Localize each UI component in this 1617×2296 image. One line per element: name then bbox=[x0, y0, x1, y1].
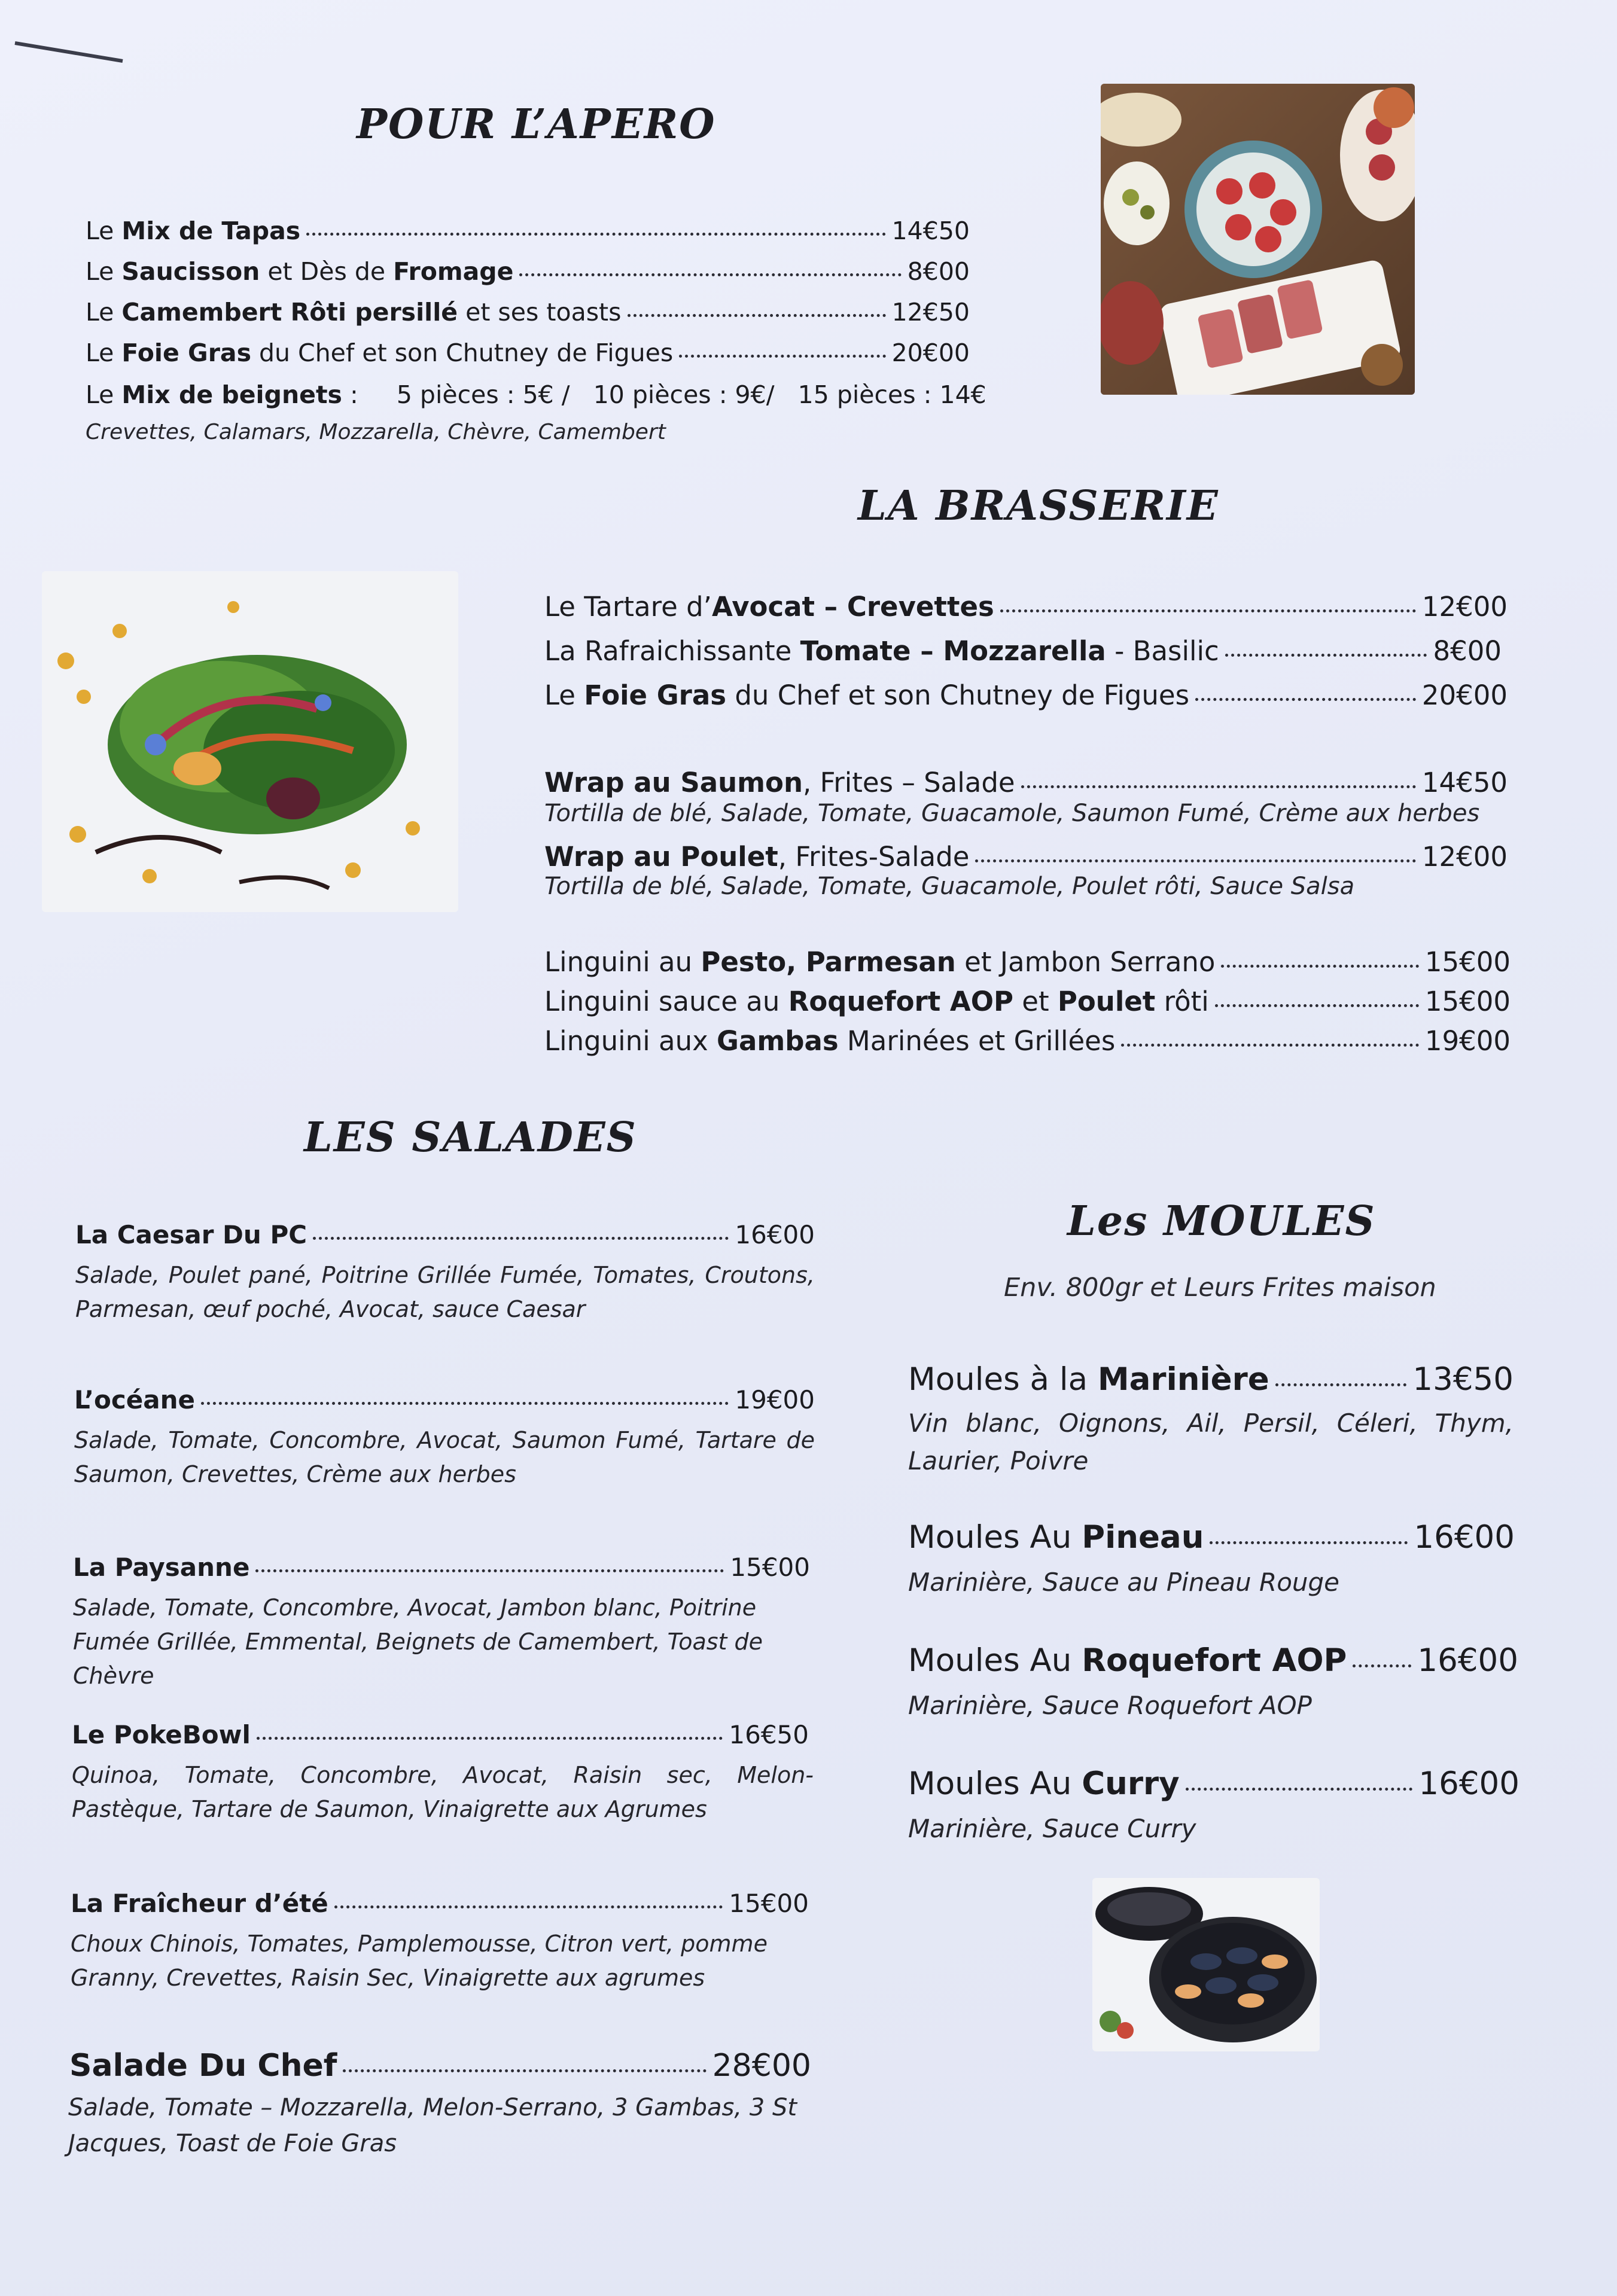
dot-leader bbox=[1186, 1788, 1413, 1791]
item-name bbox=[544, 986, 1209, 1017]
dot-leader bbox=[1215, 1004, 1419, 1007]
dot-leader bbox=[1221, 965, 1418, 968]
item-name-text: Moules à la bbox=[908, 1361, 1098, 1398]
wrap-poulet-description: Tortilla de blé, Salade, Tomate, Guacamole, Poulet rôti, Sauce Salsa bbox=[544, 873, 1355, 900]
item-name-text: et Jambon Serrano bbox=[955, 946, 1216, 978]
item-name bbox=[544, 635, 1219, 667]
salad-icon bbox=[42, 571, 458, 912]
item-name bbox=[544, 679, 1189, 711]
beignets-item bbox=[86, 380, 986, 409]
item-name-bold: Marinière bbox=[1097, 1361, 1269, 1398]
menu-item bbox=[74, 1385, 815, 1414]
item-name-bold: Tomate – Mozzarella bbox=[800, 635, 1106, 667]
dot-leader bbox=[679, 355, 885, 358]
item-name bbox=[544, 1025, 1115, 1057]
item-name-bold: Curry bbox=[1082, 1766, 1180, 1802]
dot-leader bbox=[257, 1737, 723, 1740]
moules-description: Marinière, Sauce Roquefort AOP bbox=[908, 1691, 1312, 1720]
item-price: 15€00 bbox=[729, 1889, 809, 1918]
item-price: 16€00 bbox=[1418, 1766, 1519, 1802]
item-name-text: Le bbox=[86, 339, 122, 367]
item-name bbox=[544, 767, 1015, 798]
item-name-text: Le bbox=[544, 679, 584, 711]
item-name-bold: Wrap au Poulet bbox=[544, 841, 778, 873]
item-name-text: Moules Au bbox=[908, 1642, 1082, 1679]
item-price: 16€00 bbox=[1414, 1519, 1515, 1556]
item-name bbox=[71, 1889, 328, 1918]
item-name-text: Le bbox=[86, 217, 122, 245]
item-name-text: Moules Au bbox=[908, 1519, 1082, 1556]
item-name-bold: L’océane bbox=[74, 1385, 196, 1414]
salad-description: Quinoa, Tomate, Concombre, Avocat, Raisin sec, Melon-Pastèque, Tartare de Saumon, Vinaigrette aux Agrumes bbox=[72, 1762, 814, 1822]
dot-leader bbox=[201, 1402, 729, 1405]
menu-item bbox=[72, 1720, 809, 1749]
dot-leader bbox=[255, 1569, 724, 1572]
tapas-platter-photo bbox=[1101, 84, 1415, 395]
beignets-prices: 5 pièces : 5€ / 10 pièces : 9€/ 15 pièces : 14€ bbox=[396, 380, 986, 409]
item-name bbox=[75, 1220, 307, 1249]
item-name-bold: Pineau bbox=[1082, 1519, 1204, 1556]
menu-item bbox=[71, 1889, 809, 1918]
item-price: 8€00 bbox=[907, 257, 970, 286]
item-name-bold: Roquefort AOP bbox=[788, 986, 1013, 1017]
item-price: 12€00 bbox=[1421, 591, 1508, 623]
item-name-bold: Foie Gras bbox=[121, 339, 251, 367]
item-price: 15€00 bbox=[1424, 946, 1511, 978]
staple-mark-icon bbox=[12, 36, 126, 66]
menu-item bbox=[73, 1553, 810, 1582]
item-name-text: - Basilic bbox=[1106, 635, 1219, 667]
section-title-apero: POUR L’APERO bbox=[357, 100, 716, 148]
item-name bbox=[544, 946, 1215, 978]
item-name bbox=[908, 1519, 1204, 1556]
item-name-bold: Fromage bbox=[393, 257, 514, 286]
dot-leader bbox=[519, 273, 901, 276]
item-name-bold: Le PokeBowl bbox=[72, 1720, 251, 1749]
item-name-bold: Mix de beignets bbox=[121, 380, 342, 409]
item-name-text: Le bbox=[86, 257, 122, 286]
item-name-bold: Poulet bbox=[1057, 986, 1156, 1017]
item-price: 12€00 bbox=[1421, 841, 1508, 873]
dot-leader bbox=[1195, 698, 1416, 701]
menu-item bbox=[86, 257, 970, 286]
item-name bbox=[544, 591, 994, 623]
item-price: 19€00 bbox=[735, 1385, 815, 1414]
item-name bbox=[908, 1766, 1180, 1802]
item-name bbox=[908, 1642, 1347, 1679]
item-name-text: : bbox=[342, 380, 358, 409]
item-price: 16€50 bbox=[729, 1720, 809, 1749]
menu-item bbox=[908, 1642, 1518, 1679]
item-name bbox=[86, 217, 300, 245]
salad-description: Salade, Tomate, Concombre, Avocat, Saumon Fumé, Tartare de Saumon, Crevettes, Crème aux herbes bbox=[74, 1427, 815, 1487]
dot-leader bbox=[1121, 1044, 1419, 1047]
item-price: 14€50 bbox=[1421, 767, 1508, 798]
salad-description: Salade, Tomate – Mozzarella, Melon-Serrano, 3 Gambas, 3 St Jacques, Toast de Foie Gras bbox=[68, 2094, 797, 2157]
dot-leader bbox=[306, 233, 885, 236]
item-price: 28€00 bbox=[712, 2048, 811, 2084]
item-name-bold: Wrap au Saumon bbox=[544, 767, 803, 798]
item-name bbox=[74, 1385, 195, 1414]
tapas-platter-icon bbox=[1101, 84, 1415, 395]
dot-leader bbox=[313, 1237, 729, 1240]
item-name-text: Linguini sauce au bbox=[544, 986, 788, 1017]
item-name-text: , Frites-Salade bbox=[778, 841, 970, 873]
item-name bbox=[72, 1720, 251, 1749]
menu-item bbox=[86, 339, 970, 367]
item-name-text: , Frites – Salade bbox=[803, 767, 1015, 798]
item-price: 13€50 bbox=[1412, 1361, 1514, 1398]
menu-item bbox=[544, 591, 1508, 623]
dot-leader bbox=[628, 314, 886, 317]
menu-item bbox=[908, 1361, 1514, 1398]
item-price: 15€00 bbox=[730, 1553, 810, 1582]
menu-item bbox=[75, 1220, 815, 1249]
item-price: 20€00 bbox=[1421, 679, 1508, 711]
item-name bbox=[86, 298, 622, 327]
wrap-saumon-description: Tortilla de blé, Salade, Tomate, Guacamole, Saumon Fumé, Crème aux herbes bbox=[544, 800, 1480, 827]
dot-leader bbox=[1353, 1664, 1411, 1667]
item-name bbox=[73, 1553, 249, 1582]
item-price: 16€00 bbox=[1417, 1642, 1518, 1679]
item-name-bold: Avocat – Crevettes bbox=[711, 591, 994, 623]
item-name-text: du Chef et son Chutney de Figues bbox=[726, 679, 1190, 711]
dot-leader bbox=[1021, 785, 1416, 788]
beignets-description: Crevettes, Calamars, Mozzarella, Chèvre, Camembert bbox=[86, 420, 666, 444]
item-name bbox=[69, 2048, 337, 2084]
item-name-bold: Foie Gras bbox=[584, 679, 727, 711]
item-price: 20€00 bbox=[891, 339, 970, 367]
section-title-salades: LES SALADES bbox=[304, 1114, 637, 1161]
section-title-brasserie: LA BRASSERIE bbox=[858, 482, 1219, 530]
item-name-bold: La Paysanne bbox=[73, 1553, 250, 1582]
item-name-text: et ses toasts bbox=[458, 298, 622, 327]
item-name-text: Le bbox=[86, 298, 122, 327]
item-name-text: et Dès de bbox=[260, 257, 394, 286]
item-name-bold: La Caesar Du PC bbox=[75, 1220, 307, 1249]
mussels-pot-photo bbox=[1092, 1878, 1320, 2051]
moules-description: Vin blanc, Oignons, Ail, Persil, Céleri, Thym, Laurier, Poivre bbox=[908, 1408, 1514, 1475]
item-name-text: Marinées et Grillées bbox=[838, 1025, 1116, 1057]
item-name-text: Moules Au bbox=[908, 1766, 1082, 1802]
item-price: 19€00 bbox=[1424, 1025, 1511, 1057]
dot-leader bbox=[1225, 654, 1427, 657]
salad-photo bbox=[42, 571, 458, 912]
dot-leader bbox=[1275, 1383, 1407, 1386]
section-title-moules: Les MOULES bbox=[1067, 1197, 1376, 1245]
moules-description: Marinière, Sauce Curry bbox=[908, 1814, 1196, 1843]
item-name-bold: Salade Du Chef bbox=[69, 2048, 337, 2084]
menu-item bbox=[544, 635, 1502, 667]
menu-item bbox=[908, 1519, 1515, 1556]
item-name-bold: Saucisson bbox=[121, 257, 260, 286]
menu-item bbox=[544, 679, 1508, 711]
menu-item bbox=[908, 1766, 1519, 1802]
item-name bbox=[86, 339, 673, 367]
dot-leader bbox=[343, 2069, 706, 2072]
menu-item bbox=[544, 767, 1508, 798]
item-name-bold: Mix de Tapas bbox=[121, 217, 301, 245]
salad-description: Salade, Poulet pané, Poitrine Grillée Fumée, Tomates, Croutons, Parmesan, œuf poché, Avocat, sauce Caesar bbox=[75, 1262, 815, 1322]
item-price: 15€00 bbox=[1424, 986, 1511, 1017]
item-name-text: Le Tartare d’ bbox=[544, 591, 712, 623]
item-name-text: Linguini aux bbox=[544, 1025, 717, 1057]
item-name-text: La Rafraichissante bbox=[544, 635, 800, 667]
dot-leader bbox=[975, 859, 1415, 862]
beignets-name bbox=[86, 380, 358, 409]
item-price: 8€00 bbox=[1433, 635, 1502, 667]
salad-description: Salade, Tomate, Concombre, Avocat, Jambon blanc, Poitrine Fumée Grillée, Emmental, Beignets de Camembert, Toast de Chèvre bbox=[73, 1594, 763, 1689]
salad-description: Choux Chinois, Tomates, Pamplemousse, Citron vert, pomme Granny, Crevettes, Raisin Sec, Vinaigrette aux agrumes bbox=[71, 1931, 768, 1991]
item-price: 12€50 bbox=[891, 298, 970, 327]
menu-item bbox=[69, 2048, 811, 2084]
menu-item bbox=[544, 946, 1511, 978]
item-name-text: Le bbox=[86, 380, 122, 409]
item-name bbox=[86, 257, 513, 286]
item-name-bold: Camembert Rôti persillé bbox=[121, 298, 458, 327]
item-name-text: rôti bbox=[1155, 986, 1209, 1017]
item-name-text: et bbox=[1013, 986, 1058, 1017]
dot-leader bbox=[334, 1905, 723, 1908]
item-name-bold: Roquefort AOP bbox=[1082, 1642, 1347, 1679]
item-name bbox=[908, 1361, 1269, 1398]
menu-item bbox=[544, 986, 1511, 1017]
item-name-text: Linguini au bbox=[544, 946, 701, 978]
item-name-bold: Pesto, Parmesan bbox=[701, 946, 956, 978]
menu-item bbox=[544, 1025, 1511, 1057]
item-name-bold: La Fraîcheur d’été bbox=[71, 1889, 328, 1918]
moules-subtitle: Env. 800gr et Leurs Frites maison bbox=[1004, 1273, 1436, 1303]
dot-leader bbox=[1000, 609, 1416, 612]
item-price: 14€50 bbox=[891, 217, 970, 245]
menu-item bbox=[86, 298, 970, 327]
mussels-pot-icon bbox=[1092, 1878, 1320, 2051]
dot-leader bbox=[1210, 1541, 1408, 1544]
menu-item bbox=[86, 217, 970, 245]
moules-description: Marinière, Sauce au Pineau Rouge bbox=[908, 1568, 1340, 1597]
item-name-bold: Gambas bbox=[717, 1025, 839, 1057]
item-price: 16€00 bbox=[735, 1220, 815, 1249]
item-name-text: du Chef et son Chutney de Figues bbox=[251, 339, 674, 367]
